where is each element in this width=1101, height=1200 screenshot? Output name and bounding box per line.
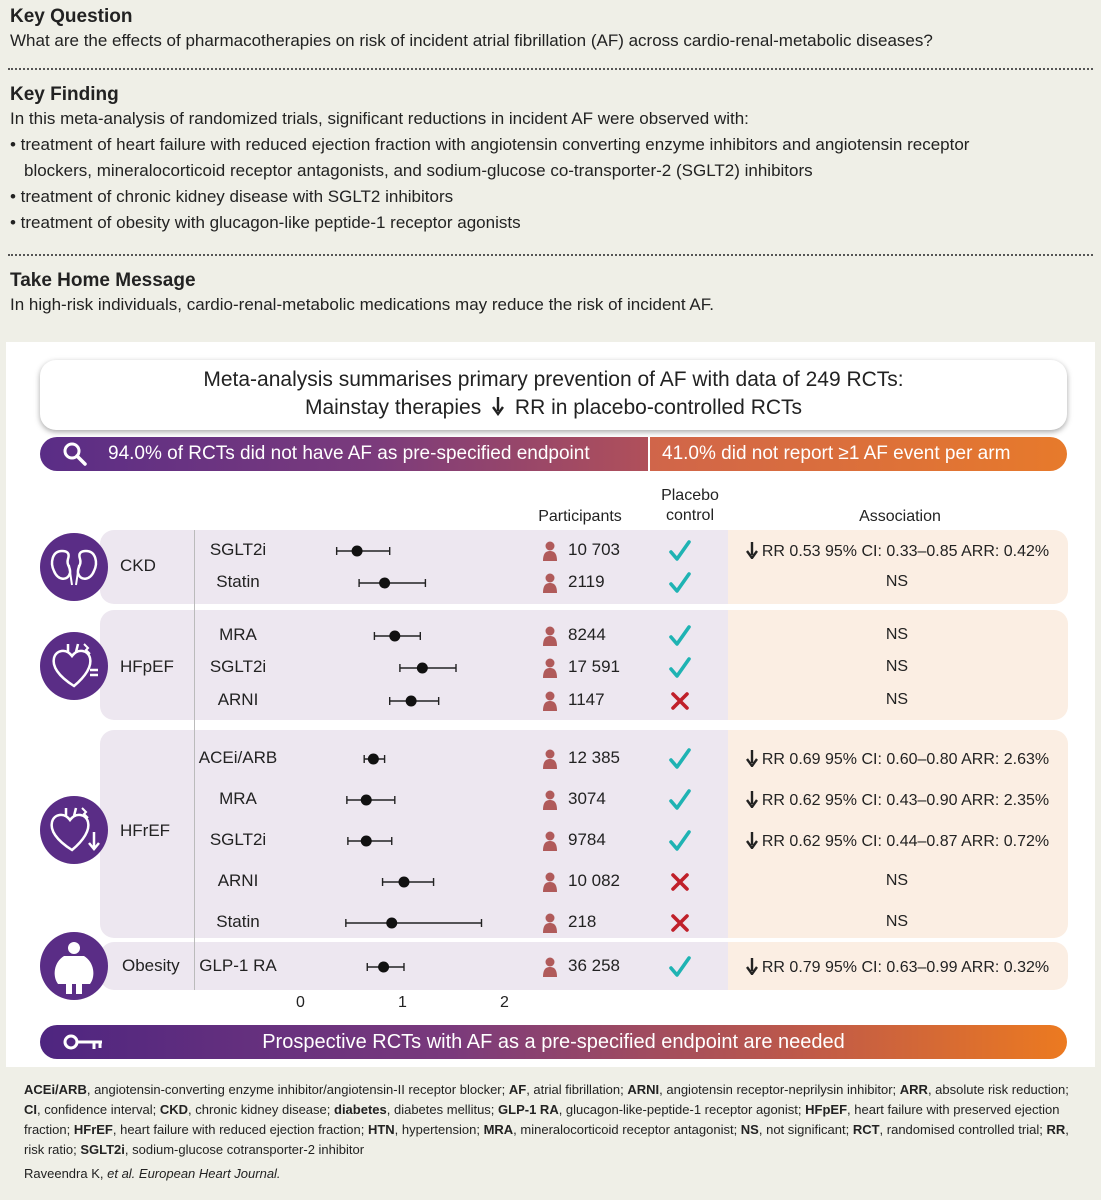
abbrev-definition: , angiotensin receptor-neprilysin inhibitor; xyxy=(659,1082,900,1097)
header-participants: Participants xyxy=(538,508,622,525)
title-line-2a: Mainstay therapies xyxy=(304,396,482,419)
abbrev-definition: , mineralocorticoid receptor antagonist; xyxy=(513,1122,741,1137)
abbrev-definition: , randomised controlled trial; xyxy=(879,1122,1047,1137)
association-value: NS xyxy=(885,872,909,889)
forest-row xyxy=(348,836,392,847)
group-label-obesity: Obesity xyxy=(122,956,180,975)
abbrev-definition: , heart failure with reduced ejection fraction; xyxy=(112,1122,368,1137)
association-value: RR 0.53 95% CI: 0.33–0.85 ARR: 0.42% xyxy=(761,543,1050,560)
abbrev-definition: , confidence interval; xyxy=(37,1102,160,1117)
forest-row xyxy=(346,918,482,929)
abbrev-term: GLP-1 RA xyxy=(498,1102,559,1117)
point-estimate xyxy=(417,663,428,674)
association-value: RR 0.62 95% CI: 0.44–0.87 ARR: 0.72% xyxy=(761,833,1050,850)
drug-label: ARNI xyxy=(217,690,259,709)
key-finding-heading: Key Finding xyxy=(10,84,119,105)
drug-label: MRA xyxy=(219,625,257,644)
abbrev-term: AF xyxy=(508,1082,527,1097)
forest-row xyxy=(390,696,439,707)
drug-label: ACEi/ARB xyxy=(198,748,278,767)
forest-row xyxy=(367,962,404,973)
association-value: RR 0.69 95% CI: 0.60–0.80 ARR: 2.63% xyxy=(761,751,1050,768)
abbrev-definition: , hypertension; xyxy=(394,1122,484,1137)
take-home-text: In high-risk individuals, cardio-renal-metabolic medications may reduce the risk of incident AF. xyxy=(10,295,714,314)
group-label-ckd: CKD xyxy=(120,556,156,575)
forest-row xyxy=(364,754,384,765)
point-estimate xyxy=(361,795,372,806)
key-question-text: What are the effects of pharmacotherapies on risk of incident atrial fibrillation (AF) across cardio-renal-metabolic diseases? xyxy=(10,31,933,50)
forest-row xyxy=(400,663,456,674)
abbrev-term: RCT xyxy=(852,1122,880,1137)
point-estimate xyxy=(352,546,363,557)
forest-row xyxy=(359,578,425,589)
abbrev-definition: , diabetes mellitus; xyxy=(386,1102,499,1117)
abbrev-definition: , atrial fibrillation; xyxy=(526,1082,628,1097)
axis-tick-2: 2 xyxy=(500,994,509,1011)
point-estimate xyxy=(368,754,379,765)
participants-count: 9784 xyxy=(568,830,606,849)
point-estimate xyxy=(386,918,397,929)
abbrev-definition: , angiotensin-converting enzyme inhibitor/angiotensin-II receptor blocker; xyxy=(86,1082,509,1097)
abbrev-term: CKD xyxy=(159,1102,189,1117)
association-value: NS xyxy=(885,626,909,643)
bottom-banner-text: Prospective RCTs with AF as a pre-specified endpoint are needed xyxy=(262,1031,845,1053)
association-value: NS xyxy=(885,658,909,675)
header-placebo-line2: control xyxy=(665,507,715,524)
drug-label: GLP-1 RA xyxy=(199,956,277,975)
drug-label: Statin xyxy=(216,912,260,931)
point-estimate xyxy=(361,836,372,847)
abbrev-definition: , chronic kidney disease; xyxy=(188,1102,334,1117)
abbrev-term: SGLT2i xyxy=(80,1142,125,1157)
key-finding-bullet: • treatment of chronic kidney disease with SGLT2 inhibitors xyxy=(10,187,454,206)
participants-count: 2119 xyxy=(568,572,605,591)
abbrev-term: ARNI xyxy=(627,1082,660,1097)
drug-label: SGLT2i xyxy=(209,540,267,559)
abbrev-term: HTN xyxy=(367,1122,395,1137)
abbrev-term: NS xyxy=(740,1122,759,1137)
participants-count: 17 591 xyxy=(568,657,620,676)
citation-journal: et al. European Heart Journal. xyxy=(107,1166,281,1181)
participants-count: 3074 xyxy=(568,789,606,808)
header-association: Association xyxy=(859,508,941,525)
abbrev-definition: , risk ratio; xyxy=(24,1122,1069,1157)
participants-count: 8244 xyxy=(568,625,606,644)
abbrev-definition: , not significant; xyxy=(758,1122,853,1137)
participants-count: 12 385 xyxy=(568,748,620,767)
abbrev-definition: , heart failure with preserved ejection fraction; xyxy=(24,1102,1060,1137)
key-finding-bullet: blockers, mineralocorticoid receptor antagonists, and sodium-glucose co-transporter-2 (SGLT2) inhibitors xyxy=(24,161,813,180)
point-estimate xyxy=(389,631,400,642)
key-finding-bullet: • treatment of obesity with glucagon-like peptide-1 receptor agonists xyxy=(10,213,521,232)
abbrev-term: MRA xyxy=(483,1122,514,1137)
association-value: NS xyxy=(885,691,909,708)
banner-right-text: 41.0% did not report ≥1 AF event per arm xyxy=(662,443,1011,464)
banner-left-text: 94.0% of RCTs did not have AF as pre-specified endpoint xyxy=(108,443,590,464)
citation xyxy=(24,1166,281,1181)
abbrev-term: HFrEF xyxy=(73,1122,113,1137)
abbrev-term: RR xyxy=(1046,1122,1066,1137)
participants-count: 1147 xyxy=(568,690,605,709)
bottom-banner xyxy=(40,1025,1067,1059)
point-estimate xyxy=(406,696,417,707)
key-finding-bullet: • treatment of heart failure with reduced ejection fraction with angiotensin converting enzyme inhibitors and angiotensin receptor xyxy=(10,135,970,154)
group-label-hfref: HFrEF xyxy=(120,821,171,840)
take-home-heading: Take Home Message xyxy=(10,270,196,291)
forest-row xyxy=(374,631,420,642)
forest-row xyxy=(337,546,390,557)
key-finding-intro: In this meta-analysis of randomized trials, significant reductions in incident AF were observed with: xyxy=(10,109,749,128)
association-value: RR 0.62 95% CI: 0.43–0.90 ARR: 2.35% xyxy=(761,792,1050,809)
participants-count: 10 703 xyxy=(568,540,620,559)
header-placebo-line1: Placebo xyxy=(661,487,719,504)
point-estimate xyxy=(379,578,390,589)
axis-tick-1: 1 xyxy=(398,994,407,1011)
drug-label: SGLT2i xyxy=(209,830,267,849)
forest-row xyxy=(383,877,434,888)
forest-row xyxy=(347,795,395,806)
abbrev-definition: , absolute risk reduction; xyxy=(927,1082,1069,1097)
drug-label: SGLT2i xyxy=(209,657,267,676)
group-label-hfpef: HFpEF xyxy=(120,657,174,676)
title-line-1: Meta-analysis summarises primary prevention of AF with data of 249 RCTs: xyxy=(203,368,904,391)
abbrev-term: diabetes xyxy=(334,1102,387,1117)
abbrev-term: CI xyxy=(24,1102,37,1117)
citation-authors: Raveendra K, xyxy=(24,1166,108,1181)
abbrev-term: ARR xyxy=(899,1082,928,1097)
drug-label: Statin xyxy=(216,572,260,591)
association-value: RR 0.79 95% CI: 0.63–0.99 ARR: 0.32% xyxy=(761,959,1050,976)
association-value: NS xyxy=(885,573,909,590)
abbreviations-footer xyxy=(24,1080,1084,1160)
abbrev-term: ACEi/ARB xyxy=(24,1082,87,1097)
participants-count: 218 xyxy=(568,912,597,931)
point-estimate xyxy=(378,962,389,973)
association-value: NS xyxy=(885,913,909,930)
participants-count: 10 082 xyxy=(568,871,620,890)
participants-count: 36 258 xyxy=(568,956,620,975)
drug-label: ARNI xyxy=(217,871,259,890)
key-icon xyxy=(62,1030,106,1054)
drug-label: MRA xyxy=(219,789,257,808)
axis-tick-0: 0 xyxy=(296,994,305,1011)
abbrev-definition: , glucagon-like-peptide-1 receptor agonist; xyxy=(558,1102,806,1117)
key-question-heading: Key Question xyxy=(10,6,133,27)
point-estimate xyxy=(398,877,409,888)
abbrev-term: HFpEF xyxy=(805,1102,848,1117)
abbrev-definition: , sodium-glucose cotransporter-2 inhibitor xyxy=(124,1142,365,1157)
title-line-2b: RR in placebo-controlled RCTs xyxy=(514,396,803,419)
